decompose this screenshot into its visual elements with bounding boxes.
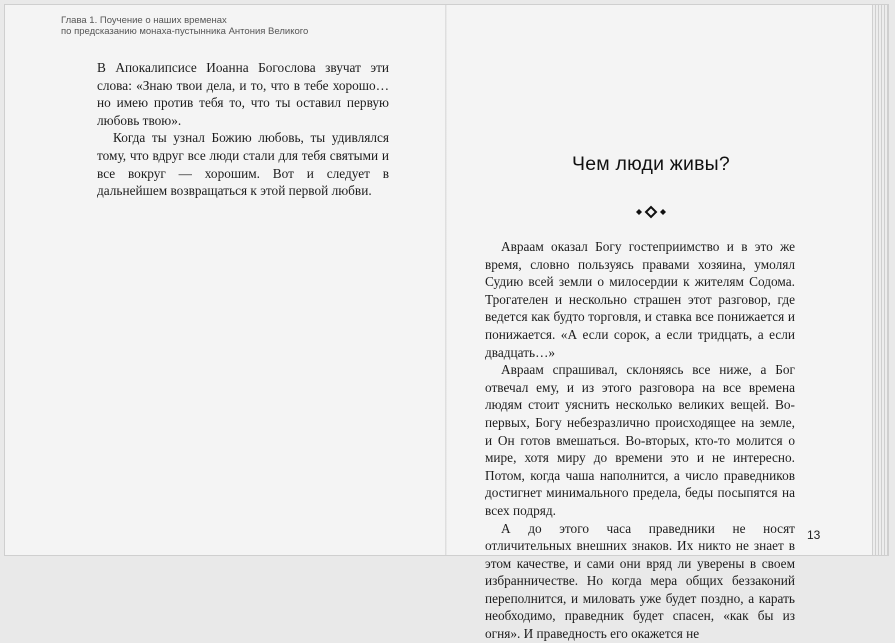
paragraph: В Апокалипсисе Иоанна Богослова звучат эти слова: «Знаю твои дела, и то, что в тебе хорошо… но имею против тебя то, что ты оставил первую любовь твою». [97, 60, 389, 128]
page-number: 13 [807, 528, 821, 542]
book-spine [445, 5, 447, 555]
running-header [61, 15, 308, 37]
paragraph: Авраам спрашивал, склоняясь все ниже, а Бог отвечал ему, и из этого разговора на все времена людям стоит уяснить несколько великих вещей. Во-первых, Богу небезразлично происходящее на земле, и Он готов вмешаться. Во-вторых, кто-то молится о мире, хотя миру до времени это и не интересно. Потом, когда чаша наполнится, а число праведников достигнет минимального предела, беды посыпятся на всех подряд. [485, 362, 795, 518]
running-header-subtitle: по предсказанию монаха-пустынника Антония Великого [61, 26, 309, 37]
left-page-text [97, 59, 389, 200]
book-spread [4, 4, 889, 642]
section-heading: Чем люди живы? [572, 153, 730, 175]
ornament-diamonds-icon [633, 205, 669, 219]
running-header-chapter: Глава 1. Поучение о наших временах [61, 15, 227, 26]
page-edges [872, 5, 888, 555]
paragraph: А до этого часа праведники не носят отличительных внешних знаков. Их никто не знает в этом качестве, и сами они вряд ли уверены в своем избранничестве. Но когда мера общих беззаконий переполнится, и миловать уже будет поздно, а карать необходимо, праведник будет спасен, «как бы из огня». И праведность его окажется не [485, 520, 795, 642]
right-page-text [485, 238, 795, 643]
paragraph: Когда ты узнал Божию любовь, ты удивлялся тому, что вдруг все люди стали для тебя святыми и все вокруг — хорошим. Вот и следует в дальнейшем возвращаться к этой первой любви. [97, 130, 389, 199]
paragraph: Авраам оказал Богу гостеприимство и в это же время, словно пользуясь правами хозяина, умолял Судию всей земли о милосердии к жителям Содома. Трогателен и нескольно страшен этот разговор, где ведется как будто торговля, и ставка все понижается и понижается. «А если сорок, а если тридцать, а если двадцать…» [485, 239, 795, 360]
